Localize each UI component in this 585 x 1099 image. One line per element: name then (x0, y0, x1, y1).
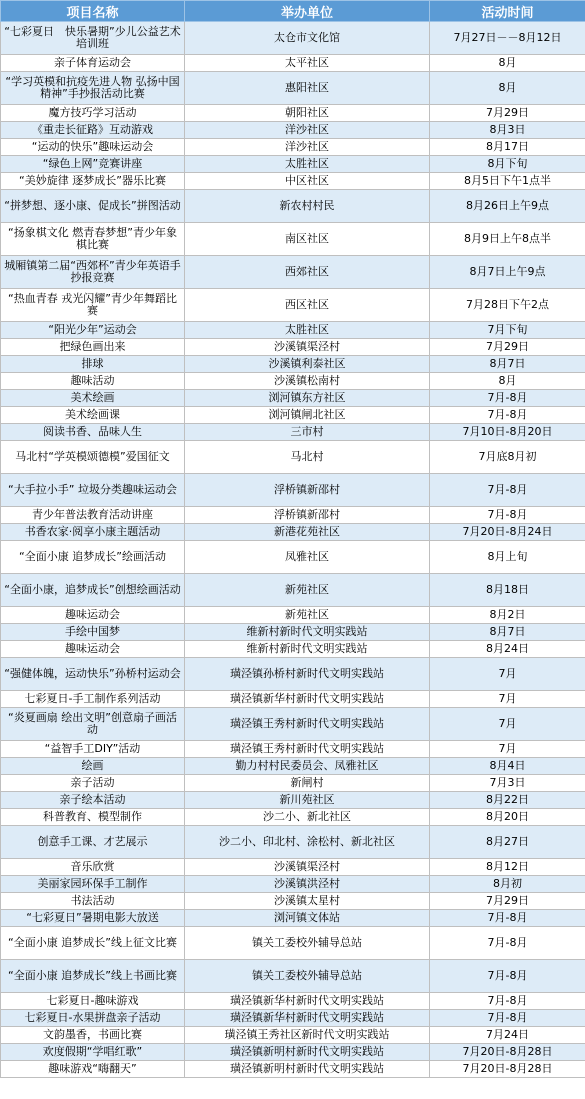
row-organizer: 南区社区 (185, 223, 430, 256)
row-activity-time: 7月-8月 (430, 910, 585, 927)
row-activity-time: 7月下旬 (430, 322, 585, 339)
row-organizer: 洋沙社区 (185, 139, 430, 156)
row-project-name: 亲子活动 (1, 775, 185, 792)
row-activity-time: 7月 (430, 708, 585, 741)
row-project-name: 手绘中国梦 (1, 624, 185, 641)
row-organizer: 太胜社区 (185, 322, 430, 339)
row-organizer: 沙溪镇洪泾村 (185, 876, 430, 893)
row-project-name: 七彩夏日-趣味游戏 (1, 993, 185, 1010)
row-activity-time: 8月12日 (430, 859, 585, 876)
row-organizer: 太平社区 (185, 55, 430, 72)
row-project-name: 七彩夏日-手工制作系列活动 (1, 691, 185, 708)
row-organizer: 太胜社区 (185, 156, 430, 173)
table-row (1, 758, 585, 775)
row-organizer: 马北村 (185, 441, 430, 474)
row-activity-time: 7月 (430, 691, 585, 708)
row-activity-time: 7月-8月 (430, 474, 585, 507)
table-row (1, 1061, 585, 1078)
table-row (1, 741, 585, 758)
row-organizer: 中区社区 (185, 173, 430, 190)
row-organizer: 沙溪镇渠泾村 (185, 859, 430, 876)
row-organizer: 新农村村民 (185, 190, 430, 223)
row-organizer: 勤力村村民委员会、凤雅社区 (185, 758, 430, 775)
table-row (1, 424, 585, 441)
row-activity-time: 8月下旬 (430, 156, 585, 173)
row-activity-time: 7月-8月 (430, 960, 585, 993)
row-project-name: “拼梦想、逐小康、促成长”拼图活动 (1, 190, 185, 223)
row-activity-time: 7月20日-8月28日 (430, 1061, 585, 1078)
table-row (1, 927, 585, 960)
row-organizer: 镇关工委校外辅导总站 (185, 927, 430, 960)
row-project-name: 趣味运动会 (1, 607, 185, 624)
row-activity-time: 7月底8月初 (430, 441, 585, 474)
row-organizer: 维新村新时代文明实践站 (185, 624, 430, 641)
row-activity-time: 7月28日下午2点 (430, 289, 585, 322)
row-activity-time: 8月27日 (430, 826, 585, 859)
row-activity-time: 8月 (430, 373, 585, 390)
table-row (1, 993, 585, 1010)
row-activity-time: 8月22日 (430, 792, 585, 809)
row-project-name: 阅读书香、品味人生 (1, 424, 185, 441)
row-project-name: 音乐欣赏 (1, 859, 185, 876)
row-project-name: 文韵墨香，书画比赛 (1, 1027, 185, 1044)
row-project-name: 青少年普法教育活动讲座 (1, 507, 185, 524)
row-project-name: “学习英模和抗疫先进人物 弘扬中国精神”手抄报活动比赛 (1, 72, 185, 105)
row-activity-time: 7月24日 (430, 1027, 585, 1044)
table-row (1, 809, 585, 826)
row-activity-time: 8月 (430, 55, 585, 72)
table-row (1, 792, 585, 809)
table-row (1, 390, 585, 407)
table-row (1, 893, 585, 910)
row-project-name: “益智手工DIY”活动 (1, 741, 185, 758)
row-activity-time: 7月-8月 (430, 390, 585, 407)
row-activity-time: 8月17日 (430, 139, 585, 156)
row-activity-time: 8月24日 (430, 641, 585, 658)
row-organizer: 浏河镇闸北社区 (185, 407, 430, 424)
row-activity-time: 7月20日-8月24日 (430, 524, 585, 541)
table-row (1, 859, 585, 876)
row-project-name: “阳光少年”运动会 (1, 322, 185, 339)
table-row (1, 22, 585, 55)
table-row (1, 826, 585, 859)
row-organizer: 惠阳社区 (185, 72, 430, 105)
table-row (1, 474, 585, 507)
row-project-name: “绿色上网”竞赛讲座 (1, 156, 185, 173)
row-project-name: 排球 (1, 356, 185, 373)
row-organizer: 沙溪镇太星村 (185, 893, 430, 910)
row-organizer: 西郊社区 (185, 256, 430, 289)
table-row (1, 190, 585, 223)
row-organizer: 浏河镇东方社区 (185, 390, 430, 407)
table-row (1, 156, 585, 173)
row-activity-time: 7月-8月 (430, 407, 585, 424)
row-activity-time: 8月4日 (430, 758, 585, 775)
row-project-name: 趣味游戏“嗨翻天” (1, 1061, 185, 1078)
row-organizer: 璜泾镇新华村新时代文明实践站 (185, 1010, 430, 1027)
row-activity-time: 8月 (430, 72, 585, 105)
table-row (1, 708, 585, 741)
row-activity-time: 7月27日－－8月12日 (430, 22, 585, 55)
table-row (1, 256, 585, 289)
row-organizer: 新港花苑社区 (185, 524, 430, 541)
table-row (1, 289, 585, 322)
row-activity-time: 7月20日-8月28日 (430, 1044, 585, 1061)
row-organizer: 洋沙社区 (185, 122, 430, 139)
row-organizer: 璜泾镇王秀社区新时代文明实践站 (185, 1027, 430, 1044)
row-organizer: 新闸村 (185, 775, 430, 792)
table-row (1, 122, 585, 139)
table-row (1, 173, 585, 190)
row-project-name: 七彩夏日-水果拼盘亲子活动 (1, 1010, 185, 1027)
row-project-name: “美妙旋律 逐梦成长”器乐比赛 (1, 173, 185, 190)
row-project-name: 美丽家园环保手工制作 (1, 876, 185, 893)
row-activity-time: 8月上旬 (430, 541, 585, 574)
table-row (1, 775, 585, 792)
row-organizer: 维新村新时代文明实践站 (185, 641, 430, 658)
row-organizer: 朝阳社区 (185, 105, 430, 122)
row-activity-time: 7月3日 (430, 775, 585, 792)
row-activity-time: 8月7日上午9点 (430, 256, 585, 289)
row-project-name: 创意手工课、才艺展示 (1, 826, 185, 859)
row-project-name: 亲子绘本活动 (1, 792, 185, 809)
row-activity-time: 8月26日上午9点 (430, 190, 585, 223)
row-project-name: 美术绘画课 (1, 407, 185, 424)
row-project-name: “强健体魄，运动快乐”孙桥村运动会 (1, 658, 185, 691)
row-project-name: 城厢镇第二届“西郊杯”青少年英语手抄报竞赛 (1, 256, 185, 289)
row-organizer: 新川苑社区 (185, 792, 430, 809)
row-activity-time: 8月9日上午8点半 (430, 223, 585, 256)
row-project-name: 书香农家·阅享小康主题活动 (1, 524, 185, 541)
row-project-name: “七彩夏日 快乐暑期”少儿公益艺术培训班 (1, 22, 185, 55)
table-row (1, 139, 585, 156)
row-activity-time: 7月29日 (430, 339, 585, 356)
row-organizer: 新苑社区 (185, 574, 430, 607)
row-project-name: “炎夏画扇 绘出文明”创意扇子画活动 (1, 708, 185, 741)
row-project-name: 马北村“学英模颂德模”爱国征文 (1, 441, 185, 474)
table-row (1, 322, 585, 339)
table-row (1, 72, 585, 105)
row-activity-time: 8月7日 (430, 356, 585, 373)
row-project-name: “全面小康 追梦成长”线上征文比赛 (1, 927, 185, 960)
table-body (1, 22, 585, 1078)
row-activity-time: 8月初 (430, 876, 585, 893)
table-row (1, 507, 585, 524)
row-activity-time: 7月-8月 (430, 993, 585, 1010)
table-row (1, 373, 585, 390)
row-organizer: 沙二小、印北村、涂松村、新北社区 (185, 826, 430, 859)
row-project-name: “大手拉小手” 垃圾分类趣味运动会 (1, 474, 185, 507)
table-row (1, 607, 585, 624)
row-project-name: 把绿色画出来 (1, 339, 185, 356)
row-organizer: 新苑社区 (185, 607, 430, 624)
row-organizer: 三市村 (185, 424, 430, 441)
row-project-name: “全面小康，追梦成长”创想绘画活动 (1, 574, 185, 607)
row-project-name: “扬象棋文化 燃青春梦想”青少年象棋比赛 (1, 223, 185, 256)
table-row (1, 960, 585, 993)
row-activity-time: 8月18日 (430, 574, 585, 607)
row-activity-time: 7月-8月 (430, 927, 585, 960)
row-activity-time: 7月-8月 (430, 507, 585, 524)
row-project-name: 科普教育、模型制作 (1, 809, 185, 826)
table-row (1, 658, 585, 691)
row-organizer: 浮桥镇新邵村 (185, 474, 430, 507)
table-row (1, 691, 585, 708)
row-project-name: “全面小康 追梦成长”绘画活动 (1, 541, 185, 574)
table-row (1, 105, 585, 122)
row-activity-time: 8月20日 (430, 809, 585, 826)
table-row (1, 541, 585, 574)
table-row (1, 1027, 585, 1044)
row-activity-time: 7月10日-8月20日 (430, 424, 585, 441)
row-project-name: 《重走长征路》互动游戏 (1, 122, 185, 139)
row-project-name: 趣味活动 (1, 373, 185, 390)
table-row (1, 339, 585, 356)
row-project-name: 魔方技巧学习活动 (1, 105, 185, 122)
row-activity-time: 7月 (430, 741, 585, 758)
row-organizer: 璜泾镇新明村新时代文明实践站 (185, 1061, 430, 1078)
row-organizer: 太仓市文化馆 (185, 22, 430, 55)
row-activity-time: 8月2日 (430, 607, 585, 624)
row-activity-time: 7月-8月 (430, 1010, 585, 1027)
row-organizer: 沙溪镇利泰社区 (185, 356, 430, 373)
table-row (1, 356, 585, 373)
row-organizer: 凤雅社区 (185, 541, 430, 574)
row-project-name: 书法活动 (1, 893, 185, 910)
row-organizer: 璜泾镇新华村新时代文明实践站 (185, 993, 430, 1010)
row-organizer: 沙溪镇渠泾村 (185, 339, 430, 356)
table-row (1, 910, 585, 927)
row-organizer: 沙二小、新北社区 (185, 809, 430, 826)
table-row (1, 441, 585, 474)
row-project-name: 美术绘画 (1, 390, 185, 407)
row-activity-time: 7月 (430, 658, 585, 691)
row-organizer: 璜泾镇王秀村新时代文明实践站 (185, 708, 430, 741)
table-row (1, 876, 585, 893)
table-header (1, 1, 585, 22)
row-project-name: “全面小康 追梦成长”线上书画比赛 (1, 960, 185, 993)
table-row (1, 407, 585, 424)
header-project-name: 项目名称 (1, 1, 185, 22)
row-organizer: 璜泾镇孙桥村新时代文明实践站 (185, 658, 430, 691)
row-project-name: 绘画 (1, 758, 185, 775)
table-row (1, 1044, 585, 1061)
table-row (1, 574, 585, 607)
table-row (1, 55, 585, 72)
row-organizer: 璜泾镇王秀村新时代文明实践站 (185, 741, 430, 758)
row-organizer: 浏河镇文体站 (185, 910, 430, 927)
row-activity-time: 8月3日 (430, 122, 585, 139)
table-row (1, 1010, 585, 1027)
table-row (1, 524, 585, 541)
table-row (1, 223, 585, 256)
row-activity-time: 8月5日下午1点半 (430, 173, 585, 190)
row-organizer: 璜泾镇新明村新时代文明实践站 (185, 1044, 430, 1061)
row-project-name: “热血青春 戎光闪耀”青少年舞蹈比赛 (1, 289, 185, 322)
row-project-name: 欢度假期“学唱红歌” (1, 1044, 185, 1061)
row-activity-time: 8月7日 (430, 624, 585, 641)
row-organizer: 镇关工委校外辅导总站 (185, 960, 430, 993)
header-organizer: 举办单位 (185, 1, 430, 22)
row-organizer: 西区社区 (185, 289, 430, 322)
header-activity-time: 活动时间 (430, 1, 585, 22)
table-row (1, 641, 585, 658)
row-project-name: “运动的快乐”趣味运动会 (1, 139, 185, 156)
row-project-name: 亲子体育运动会 (1, 55, 185, 72)
row-organizer: 浮桥镇新邵村 (185, 507, 430, 524)
row-project-name: “七彩夏日”暑期电影大放送 (1, 910, 185, 927)
row-project-name: 趣味运动会 (1, 641, 185, 658)
row-activity-time: 7月29日 (430, 105, 585, 122)
table-row (1, 624, 585, 641)
row-organizer: 璜泾镇新华村新时代文明实践站 (185, 691, 430, 708)
row-activity-time: 7月29日 (430, 893, 585, 910)
row-organizer: 沙溪镇松南村 (185, 373, 430, 390)
